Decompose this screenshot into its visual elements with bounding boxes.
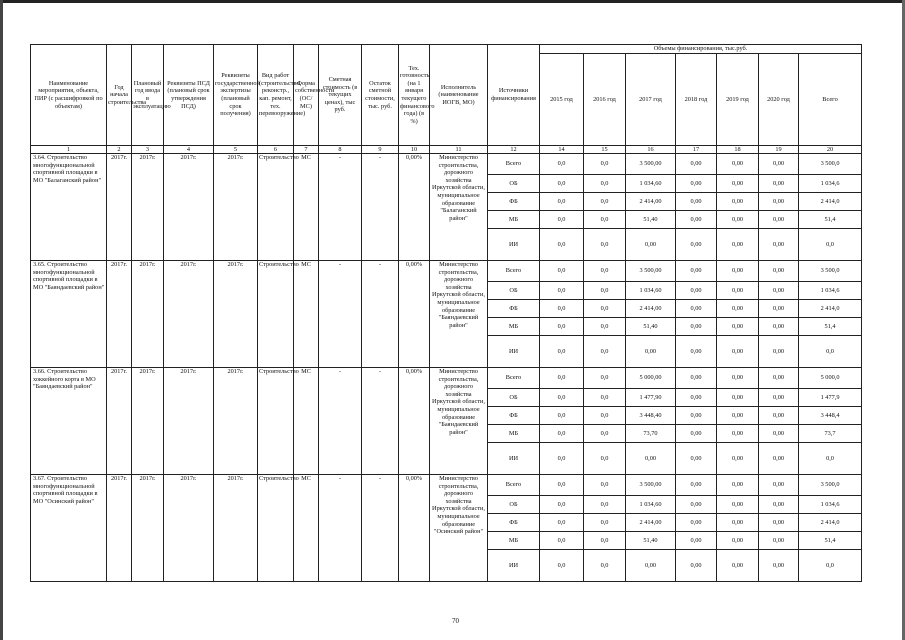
funding-value-y2016: 0,0: [584, 261, 626, 282]
column-number: 17: [676, 146, 717, 154]
scan-edge-top: [0, 0, 905, 3]
funding-value-y2017: 1 034,60: [626, 496, 676, 514]
funding-value-y2016: 0,0: [584, 175, 626, 193]
funding-value-y2017: 0,00: [626, 336, 676, 368]
column-number: 2: [107, 146, 132, 154]
funding-value-y2019: 0,00: [717, 193, 759, 211]
header-planned-year: Плановый год ввода в эксплуатацию: [132, 45, 164, 146]
funding-value-y2016: 0,0: [584, 229, 626, 261]
funding-value-y2017: 51,40: [626, 318, 676, 336]
readiness: 0,00%: [399, 475, 430, 582]
funding-value-y2019: 0,00: [717, 389, 759, 407]
header-2015: 2015 год: [540, 54, 584, 146]
funding-source: ИИ: [488, 550, 540, 582]
funding-value-y2019: 0,00: [717, 282, 759, 300]
funding-value-y2020: 0,00: [759, 211, 799, 229]
funding-value-y2017: 2 414,00: [626, 193, 676, 211]
funding-source: ФБ: [488, 514, 540, 532]
executor: Министерство строительства, дорожного хозяйства Иркутской области, муниципальное образование "Осинский район": [430, 475, 488, 582]
table-row: [31, 368, 862, 389]
funding-value-y2016: 0,0: [584, 368, 626, 389]
planned-year: 2017г.: [132, 261, 164, 368]
funding-value-y2018: 0,00: [676, 443, 717, 475]
header-funding-group: Объемы финансирования, тыс.руб.: [540, 45, 862, 54]
estimate-cost: -: [319, 154, 362, 261]
funding-value-y2017: 2 414,00: [626, 300, 676, 318]
funding-source: ИИ: [488, 443, 540, 475]
header-ownership: Форма собственности (ОС/МС): [294, 45, 319, 146]
funding-value-y2019: 0,00: [717, 407, 759, 425]
funding-value-total: 73,7: [799, 425, 862, 443]
funding-source: Всего: [488, 154, 540, 175]
funding-value-total: 0,0: [799, 229, 862, 261]
funding-value-y2017: 0,00: [626, 443, 676, 475]
column-number: 19: [759, 146, 799, 154]
column-number: 10: [399, 146, 430, 154]
funding-value-total: 51,4: [799, 211, 862, 229]
funding-value-y2018: 0,00: [676, 229, 717, 261]
funding-value-y2020: 0,00: [759, 336, 799, 368]
funding-value-y2017: 3 500,00: [626, 154, 676, 175]
funding-value-y2019: 0,00: [717, 368, 759, 389]
header-sources: Источники финансирования: [488, 45, 540, 146]
planned-year: 2017г.: [132, 475, 164, 582]
funding-value-y2016: 0,0: [584, 475, 626, 496]
start-year: 2017г.: [107, 154, 132, 261]
remaining-cost: -: [362, 154, 399, 261]
column-number: 20: [799, 146, 862, 154]
column-number: 16: [626, 146, 676, 154]
header-executor: Исполнитель (наименование ИОГВ, МО): [430, 45, 488, 146]
funding-value-y2019: 0,00: [717, 532, 759, 550]
funding-value-y2020: 0,00: [759, 175, 799, 193]
column-number: 6: [258, 146, 294, 154]
funding-value-y2019: 0,00: [717, 154, 759, 175]
funding-value-y2020: 0,00: [759, 389, 799, 407]
funding-value-total: 0,0: [799, 336, 862, 368]
funding-value-y2020: 0,00: [759, 368, 799, 389]
funding-value-y2015: 0,0: [540, 193, 584, 211]
funding-value-total: 3 500,0: [799, 261, 862, 282]
header-name: Наименование мероприятия, объекта, ПИР (с расшифровкой по объектам): [31, 45, 107, 146]
funding-value-y2018: 0,00: [676, 318, 717, 336]
table-row: [31, 154, 862, 175]
funding-value-y2020: 0,00: [759, 193, 799, 211]
funding-value-y2016: 0,0: [584, 211, 626, 229]
readiness: 0,00%: [399, 368, 430, 475]
header-estimate: Сметная стоимость (в текущих ценах), тыс руб.: [319, 45, 362, 146]
funding-value-y2016: 0,0: [584, 282, 626, 300]
header-2017: 2017 год: [626, 54, 676, 146]
column-number: 15: [584, 146, 626, 154]
funding-value-y2015: 0,0: [540, 407, 584, 425]
funding-source: Всего: [488, 475, 540, 496]
header-expertise: Реквизиты государственной экспертизы (плановый срок получения): [214, 45, 258, 146]
executor: Министерство строительства, дорожного хозяйства Иркутской области, муниципальное образование "Баяндаевский район": [430, 368, 488, 475]
work-type: Строительство: [258, 261, 294, 368]
planned-year: 2017г.: [132, 368, 164, 475]
expertise-date: 2017г.: [214, 475, 258, 582]
funding-source: МБ: [488, 318, 540, 336]
funding-value-y2020: 0,00: [759, 514, 799, 532]
funding-value-y2015: 0,0: [540, 496, 584, 514]
funding-value-y2018: 0,00: [676, 336, 717, 368]
expertise-date: 2017г.: [214, 154, 258, 261]
funding-value-y2015: 0,0: [540, 443, 584, 475]
funding-value-y2015: 0,0: [540, 300, 584, 318]
funding-value-y2019: 0,00: [717, 336, 759, 368]
readiness: 0,00%: [399, 261, 430, 368]
header-start-year: Год начала строительства: [107, 45, 132, 146]
header-2016: 2016 год: [584, 54, 626, 146]
funding-value-y2017: 3 500,00: [626, 261, 676, 282]
funding-value-y2017: 5 000,00: [626, 368, 676, 389]
work-type: Строительство: [258, 368, 294, 475]
funding-value-y2018: 0,00: [676, 475, 717, 496]
funding-value-y2020: 0,00: [759, 261, 799, 282]
header-psd: Реквизиты ПСД (плановый срок утверждения ПСД): [164, 45, 214, 146]
start-year: 2017г.: [107, 261, 132, 368]
funding-value-total: 5 000,0: [799, 368, 862, 389]
funding-value-y2017: 73,70: [626, 425, 676, 443]
funding-value-y2019: 0,00: [717, 475, 759, 496]
funding-value-y2019: 0,00: [717, 175, 759, 193]
funding-value-y2017: 1 477,90: [626, 389, 676, 407]
funding-value-y2015: 0,0: [540, 336, 584, 368]
funding-value-y2020: 0,00: [759, 282, 799, 300]
funding-value-y2015: 0,0: [540, 514, 584, 532]
funding-value-y2017: 0,00: [626, 550, 676, 582]
header-total: Всего: [799, 54, 862, 146]
funding-value-y2016: 0,0: [584, 443, 626, 475]
funding-value-y2016: 0,0: [584, 336, 626, 368]
funding-source: ОБ: [488, 389, 540, 407]
psd-date: 2017г.: [164, 261, 214, 368]
funding-value-y2016: 0,0: [584, 550, 626, 582]
remaining-cost: -: [362, 368, 399, 475]
executor: Министерство строительства, дорожного хозяйства Иркутской области, муниципальное образование "Балаганский район": [430, 154, 488, 261]
funding-value-y2015: 0,0: [540, 318, 584, 336]
funding-value-y2015: 0,0: [540, 154, 584, 175]
funding-value-total: 0,0: [799, 443, 862, 475]
funding-source: ОБ: [488, 282, 540, 300]
funding-value-y2017: 3 500,00: [626, 475, 676, 496]
column-number: 5: [214, 146, 258, 154]
funding-value-y2016: 0,0: [584, 193, 626, 211]
table-row: [31, 261, 862, 282]
funding-source: МБ: [488, 532, 540, 550]
funding-value-y2018: 0,00: [676, 300, 717, 318]
object-name: 3.64. Строительство многофункциональной спортивной площадки в МО "Балаганский район": [31, 154, 107, 261]
funding-value-y2018: 0,00: [676, 154, 717, 175]
funding-value-y2016: 0,0: [584, 425, 626, 443]
funding-source: ФБ: [488, 300, 540, 318]
funding-value-y2016: 0,0: [584, 496, 626, 514]
funding-value-y2018: 0,00: [676, 496, 717, 514]
work-type: Строительство: [258, 475, 294, 582]
funding-value-total: 51,4: [799, 532, 862, 550]
funding-value-y2015: 0,0: [540, 211, 584, 229]
funding-source: ОБ: [488, 175, 540, 193]
funding-source: Всего: [488, 261, 540, 282]
funding-value-y2019: 0,00: [717, 550, 759, 582]
funding-value-total: 2 414,0: [799, 300, 862, 318]
funding-value-total: 3 500,0: [799, 154, 862, 175]
funding-value-y2020: 0,00: [759, 532, 799, 550]
column-number: 3: [132, 146, 164, 154]
funding-value-total: 1 034,6: [799, 496, 862, 514]
funding-value-y2016: 0,0: [584, 389, 626, 407]
funding-value-y2017: 1 034,60: [626, 175, 676, 193]
executor: Министерство строительства, дорожного хозяйства Иркутской области, муниципальное образование "Баяндаевский район": [430, 261, 488, 368]
object-name: 3.67. Строительство многофункциональной спортивной площадки в МО "Осинский район": [31, 475, 107, 582]
funding-source: МБ: [488, 211, 540, 229]
remaining-cost: -: [362, 261, 399, 368]
funding-value-total: 2 414,0: [799, 193, 862, 211]
column-number: 1: [31, 146, 107, 154]
funding-value-y2020: 0,00: [759, 496, 799, 514]
funding-value-y2020: 0,00: [759, 154, 799, 175]
header-2018: 2018 год: [676, 54, 717, 146]
ownership: МС: [294, 261, 319, 368]
funding-value-total: 3 448,4: [799, 407, 862, 425]
funding-value-y2017: 2 414,00: [626, 514, 676, 532]
funding-value-total: 1 477,9: [799, 389, 862, 407]
funding-value-total: 3 500,0: [799, 475, 862, 496]
funding-value-y2015: 0,0: [540, 261, 584, 282]
funding-source: ФБ: [488, 193, 540, 211]
funding-value-y2020: 0,00: [759, 425, 799, 443]
funding-value-y2017: 1 034,60: [626, 282, 676, 300]
funding-value-y2015: 0,0: [540, 175, 584, 193]
funding-value-y2016: 0,0: [584, 407, 626, 425]
page-number: 70: [452, 617, 459, 625]
funding-value-y2018: 0,00: [676, 211, 717, 229]
estimate-cost: -: [319, 261, 362, 368]
funding-value-y2018: 0,00: [676, 389, 717, 407]
funding-value-y2015: 0,0: [540, 389, 584, 407]
column-number: 14: [540, 146, 584, 154]
funding-value-y2018: 0,00: [676, 368, 717, 389]
object-name: 3.65. Строительство многофункциональной спортивной площадки в МО "Баяндаевский район": [31, 261, 107, 368]
funding-value-y2019: 0,00: [717, 514, 759, 532]
column-number: 4: [164, 146, 214, 154]
expertise-date: 2017г.: [214, 368, 258, 475]
funding-value-y2016: 0,0: [584, 514, 626, 532]
funding-value-total: 1 034,6: [799, 282, 862, 300]
funding-value-y2019: 0,00: [717, 229, 759, 261]
planned-year: 2017г.: [132, 154, 164, 261]
column-number: 7: [294, 146, 319, 154]
funding-value-y2018: 0,00: [676, 261, 717, 282]
funding-value-y2018: 0,00: [676, 514, 717, 532]
scan-edge-left: [0, 0, 3, 640]
psd-date: 2017г.: [164, 475, 214, 582]
funding-value-y2019: 0,00: [717, 261, 759, 282]
funding-value-y2019: 0,00: [717, 496, 759, 514]
object-name: 3.66. Строительство хоккейного корта в МО "Баяндаевский район": [31, 368, 107, 475]
funding-source: ИИ: [488, 336, 540, 368]
funding-value-total: 1 034,6: [799, 175, 862, 193]
ownership: МС: [294, 154, 319, 261]
remaining-cost: -: [362, 475, 399, 582]
funding-value-total: 51,4: [799, 318, 862, 336]
funding-value-y2019: 0,00: [717, 318, 759, 336]
funding-value-y2018: 0,00: [676, 550, 717, 582]
table-header: [31, 45, 862, 154]
funding-value-y2020: 0,00: [759, 443, 799, 475]
psd-date: 2017г.: [164, 368, 214, 475]
funding-value-y2019: 0,00: [717, 300, 759, 318]
funding-value-y2018: 0,00: [676, 175, 717, 193]
column-number-row: [31, 146, 862, 154]
psd-date: 2017г.: [164, 154, 214, 261]
funding-source: Всего: [488, 368, 540, 389]
funding-value-y2018: 0,00: [676, 425, 717, 443]
funding-value-y2015: 0,0: [540, 532, 584, 550]
column-number: 9: [362, 146, 399, 154]
funding-value-y2017: 51,40: [626, 532, 676, 550]
funding-source: ИИ: [488, 229, 540, 261]
funding-value-y2015: 0,0: [540, 229, 584, 261]
funding-value-y2020: 0,00: [759, 407, 799, 425]
funding-value-y2016: 0,0: [584, 300, 626, 318]
funding-source: ФБ: [488, 407, 540, 425]
estimate-cost: -: [319, 475, 362, 582]
funding-source: ОБ: [488, 496, 540, 514]
funding-value-y2020: 0,00: [759, 318, 799, 336]
funding-value-y2018: 0,00: [676, 407, 717, 425]
funding-value-y2016: 0,0: [584, 318, 626, 336]
header-work-type: Вид работ (строительство, реконстр., кап. ремонт, тех. перевооружение): [258, 45, 294, 146]
start-year: 2017г.: [107, 475, 132, 582]
funding-value-y2016: 0,0: [584, 532, 626, 550]
funding-value-y2018: 0,00: [676, 193, 717, 211]
column-number: 11: [430, 146, 488, 154]
funding-source: МБ: [488, 425, 540, 443]
funding-value-y2015: 0,0: [540, 550, 584, 582]
funding-value-y2018: 0,00: [676, 532, 717, 550]
column-number: 18: [717, 146, 759, 154]
funding-value-y2015: 0,0: [540, 282, 584, 300]
funding-value-y2019: 0,00: [717, 211, 759, 229]
table-body: [31, 154, 862, 582]
funding-value-y2017: 51,40: [626, 211, 676, 229]
funding-value-y2020: 0,00: [759, 475, 799, 496]
table-row: [31, 475, 862, 496]
header-readiness: Тех. готовность (на 1 января текущего финансового года) (в %): [399, 45, 430, 146]
expertise-date: 2017г.: [214, 261, 258, 368]
readiness: 0,00%: [399, 154, 430, 261]
funding-value-y2019: 0,00: [717, 425, 759, 443]
funding-value-y2017: 3 448,40: [626, 407, 676, 425]
header-2019: 2019 год: [717, 54, 759, 146]
funding-value-y2015: 0,0: [540, 425, 584, 443]
funding-value-y2017: 0,00: [626, 229, 676, 261]
funding-value-y2016: 0,0: [584, 154, 626, 175]
funding-value-y2020: 0,00: [759, 300, 799, 318]
header-2020: 2020 год: [759, 54, 799, 146]
funding-value-y2015: 0,0: [540, 475, 584, 496]
start-year: 2017г.: [107, 368, 132, 475]
ownership: МС: [294, 368, 319, 475]
work-type: Строительство: [258, 154, 294, 261]
funding-value-y2018: 0,00: [676, 282, 717, 300]
funding-value-y2019: 0,00: [717, 443, 759, 475]
ownership: МС: [294, 475, 319, 582]
column-number: 8: [319, 146, 362, 154]
funding-table: [30, 44, 862, 582]
column-number: 12: [488, 146, 540, 154]
funding-value-total: 0,0: [799, 550, 862, 582]
header-remaining: Остаток сметной стоимости, тыс. руб.: [362, 45, 399, 146]
funding-value-y2015: 0,0: [540, 368, 584, 389]
estimate-cost: -: [319, 368, 362, 475]
funding-value-total: 2 414,0: [799, 514, 862, 532]
funding-value-y2020: 0,00: [759, 550, 799, 582]
funding-value-y2020: 0,00: [759, 229, 799, 261]
